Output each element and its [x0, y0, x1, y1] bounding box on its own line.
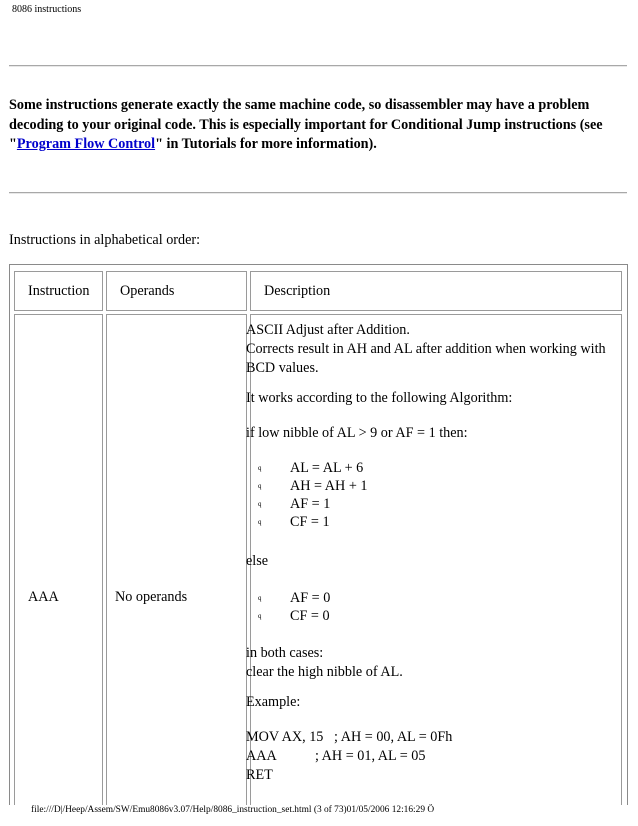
list-item: q CF = 0: [258, 608, 330, 624]
algorithm-condition: if low nibble of AL > 9 or AF = 1 then:: [246, 425, 468, 441]
intro-paragraph: [9, 96, 629, 155]
code-line: RET: [246, 767, 273, 783]
intro-text-after: " in Tutorials for more information).: [155, 136, 377, 152]
bullet-icon: q: [258, 464, 262, 472]
code-line: MOV AX, 15 ; AH = 00, AL = 0Fh: [246, 729, 453, 745]
both-cases-label: in both cases:: [246, 645, 324, 661]
header-instruction: Instruction: [14, 271, 103, 311]
description-content: [246, 321, 606, 785]
operands-value: No operands: [115, 589, 188, 605]
horizontal-rule: [9, 192, 627, 194]
both-cases-action: clear the high nibble of AL.: [246, 664, 403, 680]
list-item: q AF = 0: [258, 590, 331, 606]
desc-line-2: Corrects result in AH and AL after addition when working with BCD values.: [246, 341, 606, 376]
header-operands: Operands: [106, 271, 247, 311]
example-label: Example:: [246, 694, 301, 710]
list-item: q CF = 1: [258, 514, 330, 530]
page-header-title: 8086 instructions: [12, 4, 82, 15]
bullet-icon: q: [258, 518, 262, 526]
bullet-icon: q: [258, 482, 262, 490]
else-label: else: [246, 553, 269, 569]
list-item: q AF = 1: [258, 496, 331, 512]
bullet-icon: q: [258, 500, 262, 508]
list-item: q AL = AL + 6: [258, 460, 364, 476]
program-flow-control-link[interactable]: Program Flow Control: [16, 136, 156, 152]
intro-text-before: Some instructions generate exactly the same machine code, so disassembler may have a problem decoding to your original code. This is especially important for Conditional Jump instructions (see ": [9, 97, 603, 152]
algorithm-intro: It works according to the following Algorithm:: [246, 390, 513, 406]
cell-instruction: [14, 314, 103, 805]
header-description: Description: [250, 271, 622, 311]
desc-line-1: ASCII Adjust after Addition.: [246, 322, 410, 338]
bullet-icon: q: [258, 612, 262, 620]
instruction-name: AAA: [28, 589, 59, 605]
list-caption: Instructions in alphabetical order:: [9, 232, 201, 248]
then-steps-list: [246, 459, 606, 531]
cell-operands: [106, 314, 247, 805]
horizontal-rule: [9, 65, 627, 67]
list-item: q AH = AH + 1: [258, 478, 368, 494]
code-line: AAA ; AH = 01, AL = 05: [246, 748, 426, 764]
footer-file-path: file:///D|/Heep/Assem/SW/Emu8086v3.07/Help/8086_instruction_set.html (3 of 73)01/05/2006 12:16:29 Ö: [31, 805, 435, 815]
else-steps-list: [246, 589, 606, 625]
bullet-icon: q: [258, 594, 262, 602]
